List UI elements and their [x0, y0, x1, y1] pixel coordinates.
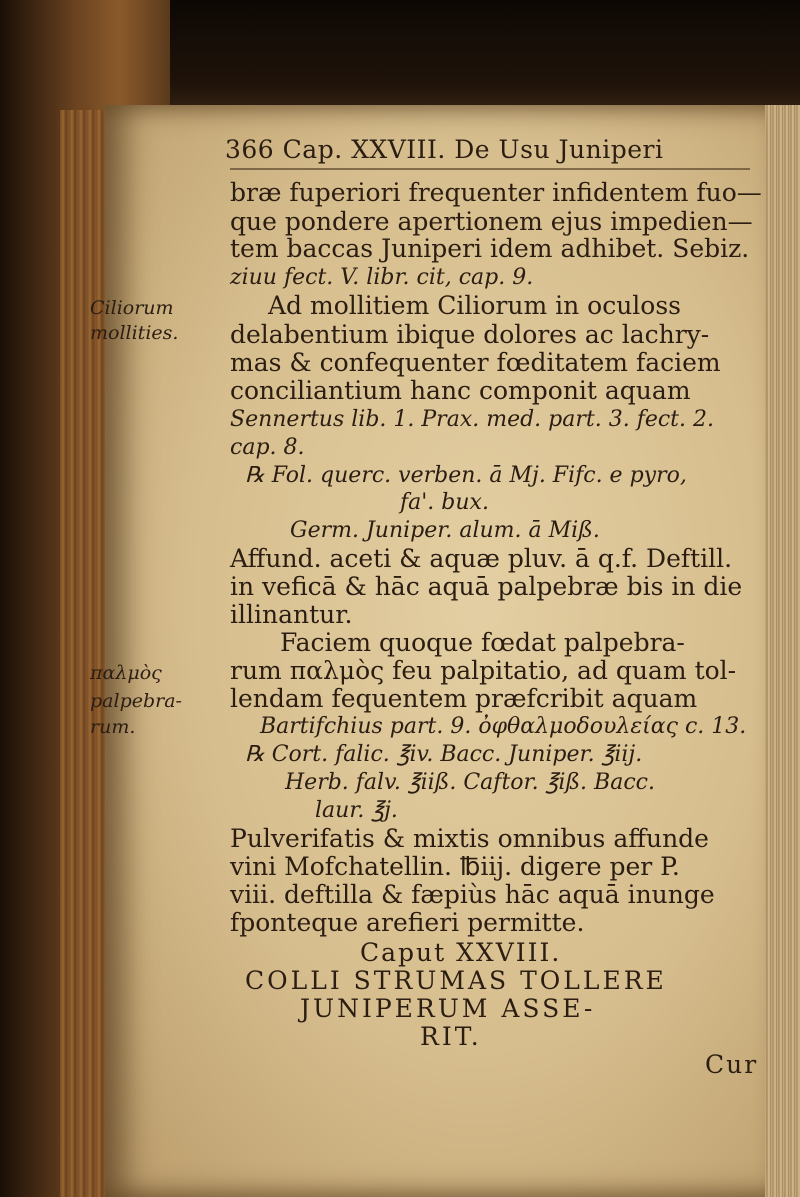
body-line: conciliantium hanc componit aquam — [230, 376, 691, 405]
margin-note: mollities. — [90, 322, 179, 344]
body-line: ℞ Cort. falic. ℥iv. Bacc. Juniper. ℥iij. — [245, 742, 643, 767]
body-line: cap. 8. — [230, 435, 305, 460]
body-line: Affund. aceti & aquæ pluv. ā q.f. Deftill. — [230, 544, 733, 573]
body-line: ℞ Fol. querc. verben. ā Mj. Fifc. e pyro, — [245, 463, 687, 488]
margin-note: rum. — [90, 716, 136, 738]
body-line: lendam fequentem præfcribit aquam — [230, 684, 698, 713]
body-line: rum παλμὸς feu palpitatio, ad quam tol- — [230, 656, 737, 685]
margin-note: παλμὸς — [90, 662, 162, 684]
body-line: fa'. bux. — [400, 490, 489, 515]
body-line: delabentium ibique dolores ac lachry- — [230, 320, 710, 349]
body-line: bræ fuperiori frequenter infidentem fuo— — [230, 178, 762, 207]
right-page-edge — [765, 105, 800, 1197]
body-line: que pondere apertionem ejus impedien— — [230, 207, 753, 236]
margin-note: Ciliorum — [90, 297, 174, 319]
body-line: fponteque arefieri permitte. — [230, 908, 585, 937]
body-line: mas & confequenter fœditatem faciem — [230, 348, 721, 377]
running-title: 366 Cap. XXVIII. De Usu Juniperi — [225, 135, 664, 164]
body-line: Germ. Juniper. alum. ā Miß. — [290, 518, 600, 543]
body-line: tem baccas Juniperi idem adhibet. Sebiz. — [230, 234, 750, 263]
body-line: Ad mollitiem Ciliorum in oculoss — [268, 291, 682, 320]
body-line: Bartifchius part. 9. ὀφθαλμοδουλείας c. 13. — [260, 714, 747, 739]
chapter-title-line: JUNIPERUM ASSE- — [300, 994, 596, 1023]
body-line: Sennertus lib. 1. Prax. med. part. 3. fect. 2. — [230, 407, 714, 432]
chapter-number: Caput XXVIII. — [360, 938, 562, 967]
body-line: laur. ℥j. — [315, 798, 398, 823]
chapter-title-line: RIT. — [420, 1022, 482, 1051]
body-line: illinantur. — [230, 600, 353, 629]
margin-note: palpebra- — [90, 690, 182, 712]
chapter-title-line: COLLI STRUMAS TOLLERE — [245, 966, 667, 995]
catchword: Cur — [705, 1050, 759, 1079]
body-line: Pulverifatis & mixtis omnibus affunde — [230, 824, 709, 853]
body-line: vini Mofchatellin. ℔iij. digere per P. — [230, 852, 680, 881]
body-line: ziuu fect. V. libr. cit, cap. 9. — [230, 265, 534, 290]
body-line: in veficā & hāc aquā palpebræ bis in die — [230, 572, 743, 601]
body-line: viii. deftilla & fæpiùs hāc aquā inunge — [230, 880, 715, 909]
header-rule — [230, 168, 750, 170]
body-line: Faciem quoque fœdat palpebra- — [280, 628, 685, 657]
body-line: Herb. falv. ℥iiß. Caftor. ℥iß. Bacc. — [285, 770, 655, 795]
